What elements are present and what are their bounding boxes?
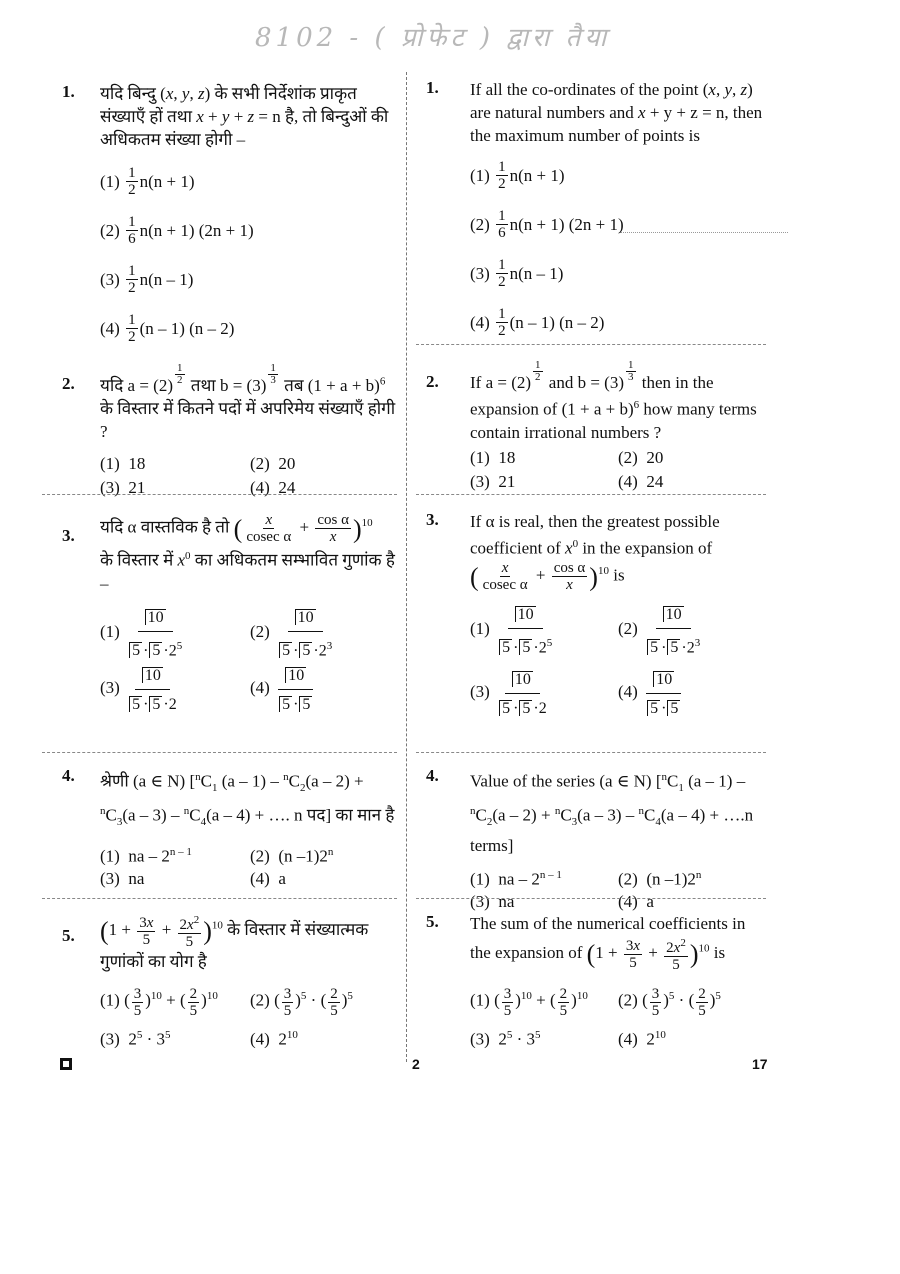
question-number: 3. bbox=[426, 510, 439, 529]
option-1: (1) $\frac{1}{2}$ n(n + 1) bbox=[100, 165, 195, 198]
option-2: (2) $\frac{10}{5 \cdot 5 \cdot 2^3}$ bbox=[250, 604, 400, 662]
question-separator bbox=[416, 752, 766, 753]
question-text: (1 + $\frac{3x}{5}$ + $\frac{2x^2}{5}$ )$^{10}$ के विस्तार में संख्यात्मक गुणांकों का योग है bbox=[100, 914, 369, 971]
question-text: If a = (2) $^{\frac{1}{2}}$ and b = (3) $^{\frac{1}{3}}$ then in the expansion of $(1 + a + b)^6$ how many terms contain irrational numbers ? bbox=[470, 359, 757, 442]
option-2: (2) 20 bbox=[250, 453, 296, 473]
option-2: (2) (n –1)2$^n$ bbox=[618, 868, 702, 889]
option-1: (1) ( $\frac{3}{5}$ )$^{10}$ + ( $\frac{2}{5}$ )$^{10}$ bbox=[470, 985, 588, 1019]
question-number: 4. bbox=[62, 766, 75, 785]
option-1: (1) 18 bbox=[100, 453, 146, 473]
question-number: 3. bbox=[62, 526, 75, 545]
option-4: (4) $2^{10}$ bbox=[250, 1028, 298, 1049]
question-text: यदि α वास्तविक है तो ( $\frac{x}{\text{cosec α}}$ + $\frac{\text{cos α}}{x}$ )$^{10}$ के विस्तार में $x^0$ का अधिकतम सम्भावित गुणांक है – bbox=[100, 512, 395, 593]
question-text: यदि a = (2) $^{\frac{1}{2}}$ तथा b = (3) $^{\frac{1}{3}}$ तब $(1 + a + b)^6$ के विस्तार में कितने पदों में अपरिमेय संख्याएँ होगी ? bbox=[100, 361, 396, 441]
option-4: (4) 24 bbox=[618, 472, 664, 492]
option-1: (1) 18 bbox=[470, 448, 516, 468]
option-2: (2) ( $\frac{3}{5}$ )$^5$ · ( $\frac{2}{5}$ )$^5$ bbox=[250, 985, 353, 1019]
option-3: (3) $\frac{10}{5 \cdot 5 \cdot 2}$ bbox=[100, 662, 250, 716]
option-4: (4) 24 bbox=[250, 477, 296, 497]
option-4: (4) a bbox=[250, 868, 286, 888]
question-separator bbox=[42, 752, 397, 753]
question-text: यदि बिन्दु (x, y, z) के सभी निर्देशांक प्राकृत संख्याएँ हों तथा x + y + z = n है, तो बिन्दुओं की अधिकतम संख्या होगी – bbox=[100, 84, 389, 149]
question-text: The sum of the numerical coefficients in the expansion of (1 + $\frac{3x}{5}$ + $\frac{2x^2}{5}$ )$^{10}$ is bbox=[470, 914, 746, 973]
question-number: 2. bbox=[62, 374, 75, 393]
option-3: (3) $\frac{1}{2}$ n(n – 1) bbox=[100, 263, 194, 296]
question-separator bbox=[42, 494, 397, 495]
option-1: (1) na – 2$^{n - 1}$ bbox=[470, 868, 562, 889]
option-1: (1) $\frac{10}{5 \cdot 5 \cdot 2^5}$ bbox=[100, 604, 250, 662]
option-1: (1) $\frac{1}{2}$ n(n + 1) bbox=[470, 159, 565, 192]
header-handwritten-note: 8102 - ( प्रोफेट ) द्वारा तैया bbox=[255, 23, 611, 53]
option-2: (2) ( $\frac{3}{5}$ )$^5$ · ( $\frac{2}{5}$ )$^5$ bbox=[618, 985, 721, 1019]
question-number: 2. bbox=[426, 372, 439, 391]
option-4: (4) $\frac{10}{5 \cdot 5}$ bbox=[618, 666, 766, 720]
option-3: (3) $\frac{10}{5 \cdot 5 \cdot 2}$ bbox=[470, 666, 618, 720]
question-text: If all the co-ordinates of the point (x, y, z) are natural numbers and x + y + z = n, then the maximum number of points is bbox=[470, 80, 763, 145]
question-separator bbox=[416, 898, 766, 899]
option-3: (3) na bbox=[470, 891, 515, 911]
question-number: 1. bbox=[62, 82, 75, 101]
question-separator bbox=[42, 898, 397, 899]
option-3: (3) $\frac{1}{2}$ n(n – 1) bbox=[470, 257, 564, 290]
question-text: श्रेणी (a ∈ N) [$^nC_1$ $(a - 1) - ^nC_2(a - 2) + ^nC_3(a - 3) - ^nC_4(a - 4)$ + …. n पद] का मान है bbox=[100, 771, 395, 829]
option-3: (3) 21 bbox=[470, 472, 516, 492]
question-separator bbox=[416, 344, 766, 345]
center-page-number: 2 bbox=[412, 1056, 420, 1072]
option-3: (3) $2^5 \cdot 3^5$ bbox=[470, 1028, 541, 1049]
option-3: (3) 21 bbox=[100, 477, 146, 497]
option-4: (4) $\frac{10}{5 \cdot 5}$ bbox=[250, 662, 400, 716]
column-divider bbox=[406, 72, 407, 1062]
option-3: (3) na bbox=[100, 868, 145, 888]
option-4: (4) $\frac{1}{2}$ (n – 1) (n – 2) bbox=[470, 306, 605, 339]
option-1: (1) ( $\frac{3}{5}$ )$^{10}$ + ( $\frac{2}{5}$ )$^{10}$ bbox=[100, 985, 218, 1019]
question-number: 5. bbox=[426, 912, 439, 931]
right-page-number: 17 bbox=[752, 1056, 768, 1072]
option-2: (2) $\frac{10}{5 \cdot 5 \cdot 2^3}$ bbox=[618, 601, 766, 659]
question-text: If α is real, then the greatest possible coefficient of $x^0$ in the expansion of ( $\frac{x}{\text{cosec α}}$ + $\frac{\text{cos α}}{x}$ )$^{10}$ is bbox=[470, 512, 720, 593]
option-4: (4) $\frac{1}{2}$ (n – 1) (n – 2) bbox=[100, 312, 235, 345]
option-2: (2) $\frac{1}{6}$ n(n + 1) (2n + 1) bbox=[470, 208, 624, 241]
option-2: (2) $\frac{1}{6}$ n(n + 1) (2n + 1) bbox=[100, 214, 254, 247]
option-1: (1) $\frac{10}{5 \cdot 5 \cdot 2^5}$ bbox=[470, 601, 618, 659]
option-2: (2) (n –1)2$^n$ bbox=[250, 845, 334, 866]
question-number: 4. bbox=[426, 766, 439, 785]
option-4: (4) $2^{10}$ bbox=[618, 1028, 666, 1049]
question-text: Value of the series (a ∈ N) [$^nC_1$ $(a - 1) - ^nC_2(a - 2) + ^nC_3(a - 3) - ^nC_4(a - 4)$ + ….n terms] bbox=[470, 771, 754, 856]
footer-square-marker bbox=[60, 1058, 72, 1070]
option-1: (1) na – 2$^{n - 1}$ bbox=[100, 845, 192, 866]
question-separator bbox=[416, 494, 766, 495]
option-2: (2) 20 bbox=[618, 448, 664, 468]
question-number: 5. bbox=[62, 926, 75, 945]
option-3: (3) $2^5 \cdot 3^5$ bbox=[100, 1028, 171, 1049]
option-4: (4) a bbox=[618, 891, 654, 911]
question-number: 1. bbox=[426, 78, 439, 97]
